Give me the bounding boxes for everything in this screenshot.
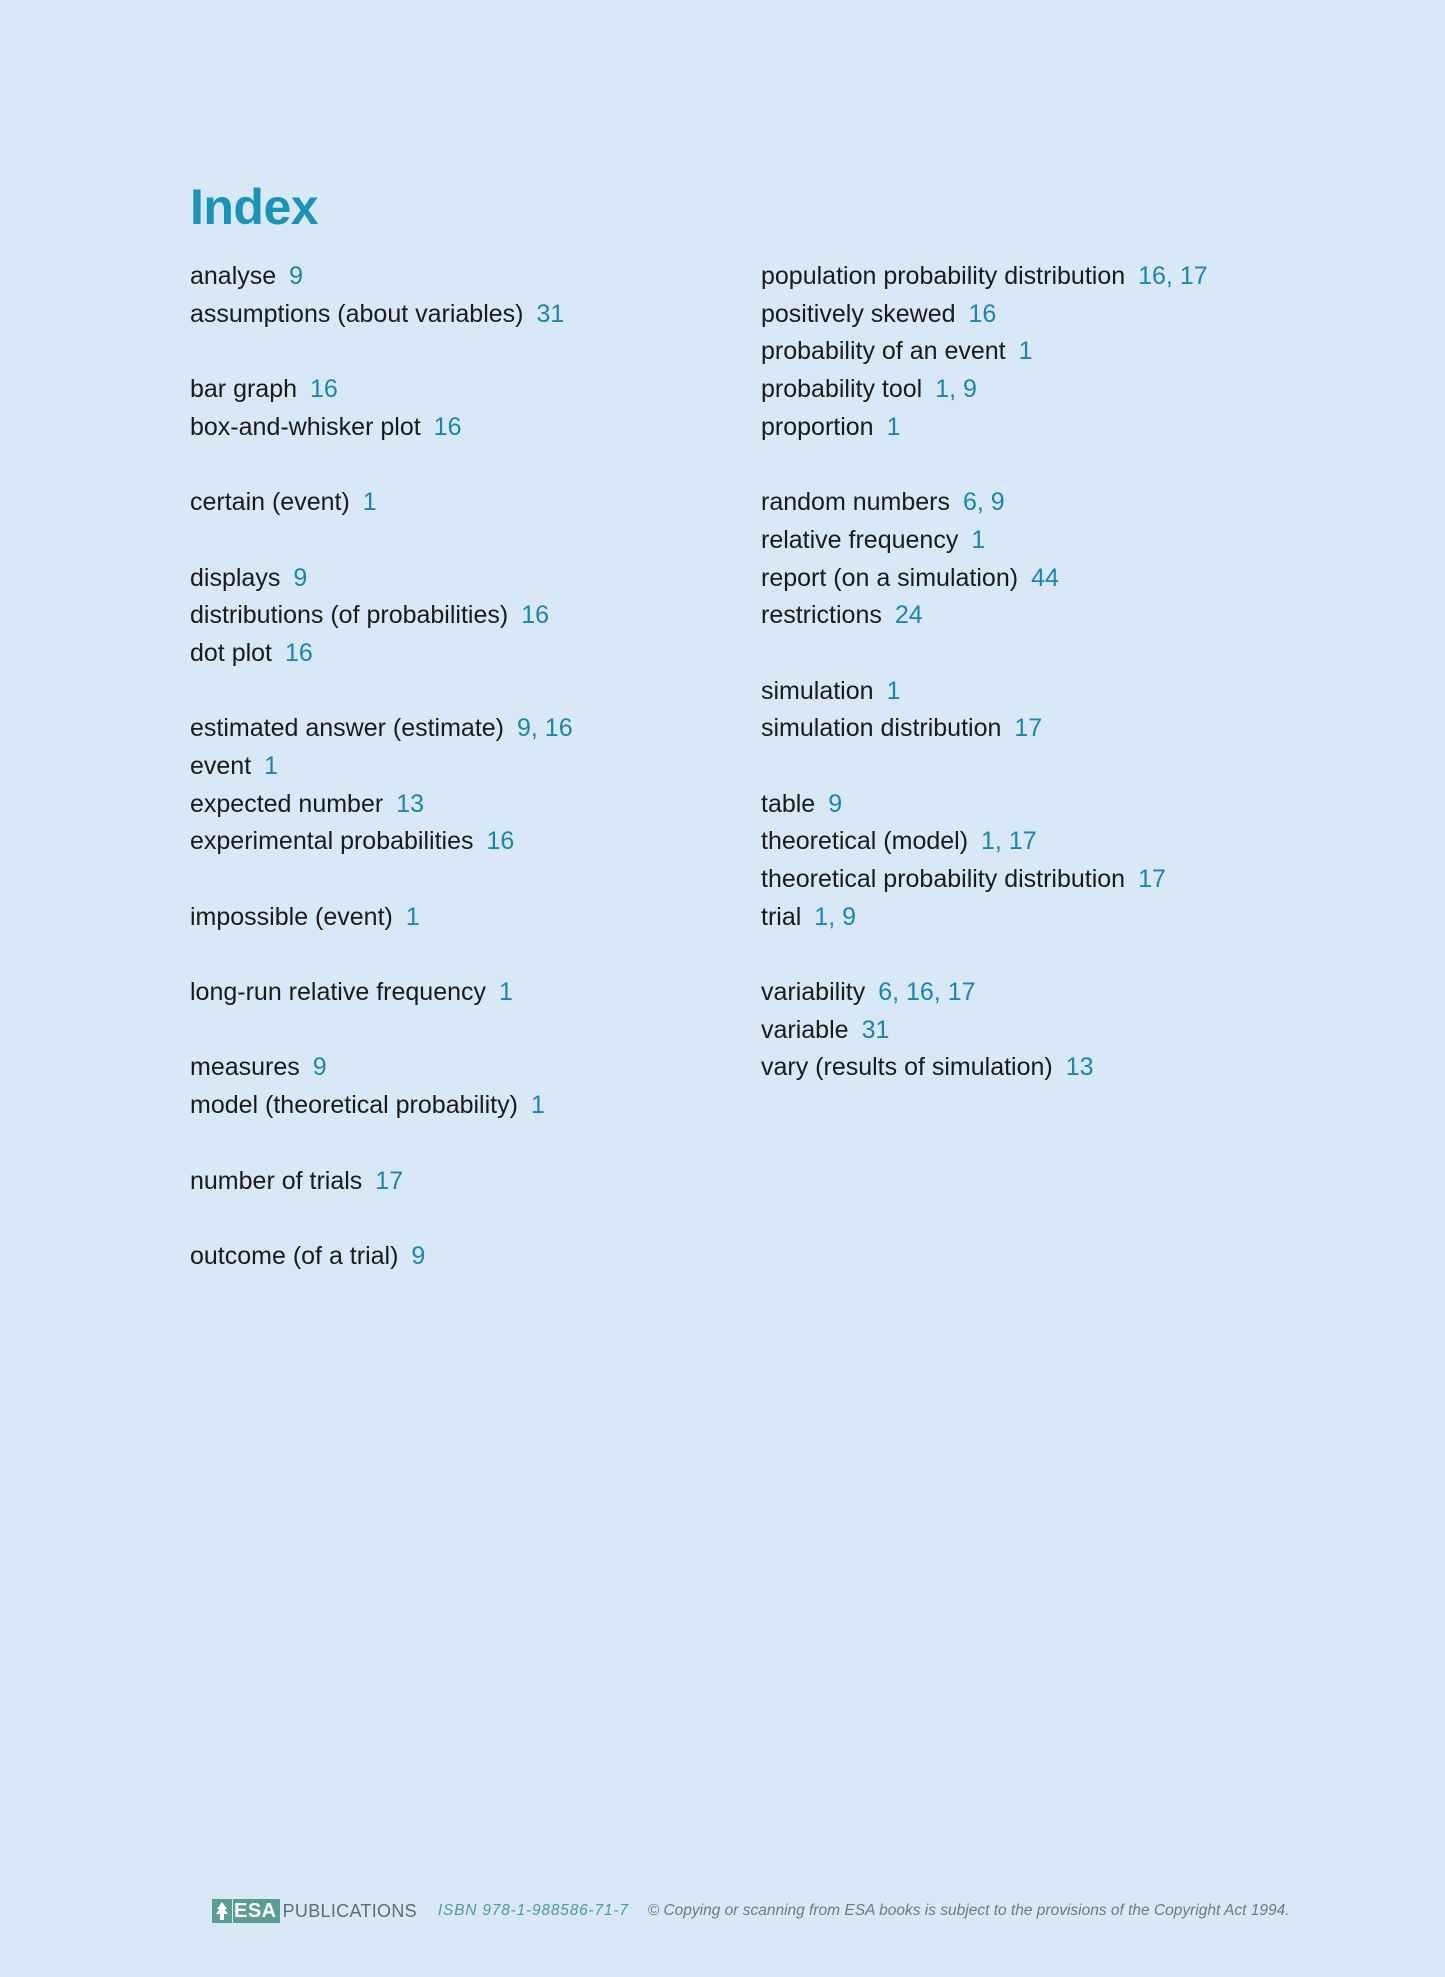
index-entry (190, 635, 750, 673)
index-group (190, 1163, 750, 1201)
index-group (761, 673, 1321, 748)
index-term: report (on a simulation) (761, 563, 1019, 592)
index-entry (761, 597, 1321, 635)
index-term: displays (190, 563, 281, 592)
index-term: certain (event) (190, 488, 350, 517)
index-entry (190, 484, 750, 522)
index-term: number of trials (190, 1166, 363, 1195)
index-entry (761, 823, 1321, 861)
index-entry (761, 484, 1321, 522)
page-title: Index (190, 179, 319, 235)
index-term: outcome (of a trial) (190, 1241, 399, 1270)
index-entry (761, 861, 1321, 899)
index-page-numbers: 16 (486, 827, 515, 856)
index-entry (761, 560, 1321, 598)
index-entry (190, 1049, 750, 1087)
index-entry (190, 710, 750, 748)
index-page-numbers: 1, 9 (814, 902, 856, 931)
index-page-numbers: 1 (362, 488, 377, 517)
index-group (190, 258, 750, 333)
footer (212, 1896, 1290, 1926)
index-page-numbers: 1 (405, 902, 420, 931)
index-column-right (761, 258, 1321, 1125)
logo-publications-text: PUBLICATIONS (282, 1900, 417, 1921)
copyright-notice: © Copying or scanning from ESA books is subject to the provisions of the Copyright Act 1994. (647, 1902, 1290, 1919)
index-term: population probability distribution (761, 262, 1126, 290)
index-entry (190, 1087, 750, 1125)
index-page-numbers: 1 (530, 1091, 545, 1120)
index-entry (761, 710, 1321, 748)
index-term: analyse (190, 262, 277, 290)
index-entry (761, 1012, 1321, 1050)
index-group (761, 484, 1321, 635)
index-group (190, 1049, 750, 1124)
index-entry (190, 258, 750, 296)
index-group (190, 560, 750, 673)
index-term: table (761, 789, 816, 818)
index-term: assumptions (about variables) (190, 299, 524, 328)
index-page-numbers: 9 (312, 1053, 327, 1082)
index-term: variable (761, 1015, 849, 1044)
index-page-numbers: 1, 9 (935, 375, 977, 404)
index-page-numbers: 1 (971, 525, 986, 554)
index-entry (190, 823, 750, 861)
tree-icon (212, 1899, 232, 1923)
index-term: restrictions (761, 601, 882, 630)
index-page-numbers: 9 (411, 1241, 426, 1270)
index-group (190, 371, 750, 446)
index-entry (761, 974, 1321, 1012)
index-term: positively skewed (761, 299, 956, 328)
index-entry (761, 409, 1321, 447)
index-page-numbers: 31 (861, 1015, 890, 1044)
index-entry (190, 560, 750, 598)
index-term: probability of an event (761, 337, 1006, 366)
index-term: dot plot (190, 638, 273, 667)
index-page-numbers: 24 (894, 601, 923, 630)
index-page-numbers: 16, 17 (1138, 262, 1208, 290)
index-entry (190, 597, 750, 635)
index-term: simulation distribution (761, 714, 1002, 743)
index-term: theoretical (model) (761, 827, 969, 856)
index-group (761, 786, 1321, 937)
index-entry (190, 974, 750, 1012)
index-page-numbers: 17 (1014, 714, 1043, 743)
index-page-numbers: 13 (1065, 1053, 1094, 1082)
index-entry (761, 333, 1321, 371)
index-entry (761, 371, 1321, 409)
index-page-numbers: 31 (536, 299, 565, 328)
index-group (761, 974, 1321, 1087)
index-entry (190, 409, 750, 447)
index-term: impossible (event) (190, 902, 393, 931)
index-page-numbers: 44 (1031, 563, 1059, 592)
index-page-numbers: 9, 16 (517, 714, 573, 743)
index-page-numbers: 17 (1138, 865, 1166, 893)
index-page-numbers: 1 (1018, 337, 1033, 366)
index-term: relative frequency (761, 525, 959, 554)
index-column-left (190, 258, 750, 1313)
index-term: trial (761, 902, 802, 931)
index-page-numbers: 1 (264, 751, 279, 780)
index-term: random numbers (761, 488, 950, 517)
index-term: bar graph (190, 375, 298, 404)
index-entry (761, 899, 1321, 937)
index-entry (190, 296, 750, 334)
index-entry (190, 1163, 750, 1201)
index-entry (190, 371, 750, 409)
index-page-numbers: 6, 9 (962, 488, 1005, 517)
index-page-numbers: 16 (968, 299, 997, 328)
index-term: vary (results of simulation) (761, 1053, 1053, 1082)
index-term: long-run relative frequency (190, 978, 486, 1007)
index-page-numbers: 16 (521, 601, 550, 630)
index-page-numbers: 16 (285, 638, 313, 667)
index-group (190, 710, 750, 861)
index-entry (761, 673, 1321, 711)
index-page-numbers: 1 (886, 676, 901, 705)
index-entry (761, 296, 1321, 334)
index-term: variability (761, 978, 866, 1007)
index-page-numbers: 9 (289, 262, 304, 290)
index-term: measures (190, 1053, 300, 1082)
index-term: proportion (761, 412, 874, 441)
index-entry (190, 786, 750, 824)
index-group (190, 974, 750, 1012)
index-term: estimated answer (estimate) (190, 714, 505, 743)
index-entry (190, 748, 750, 786)
index-term: box-and-whisker plot (190, 412, 421, 441)
index-term: simulation (761, 676, 874, 705)
index-entry (190, 899, 750, 937)
index-page-numbers: 9 (293, 563, 308, 592)
index-page-numbers: 1 (886, 412, 901, 441)
index-page-numbers: 1, 17 (981, 827, 1037, 856)
index-entry (761, 258, 1321, 296)
index-page-numbers: 16 (433, 412, 462, 441)
index-term: probability tool (761, 375, 923, 404)
index-page-numbers: 13 (396, 789, 424, 818)
index-page-numbers: 9 (828, 789, 843, 818)
index-term: event (190, 751, 252, 780)
isbn: ISBN 978-1-988586-71-7 (437, 1902, 629, 1919)
index-term: expected number (190, 789, 384, 818)
index-term: theoretical probability distribution (761, 865, 1126, 893)
index-group (190, 899, 750, 937)
index-page-numbers: 1 (499, 978, 513, 1007)
index-group (761, 258, 1321, 446)
index-group (190, 1238, 750, 1276)
index-page-numbers: 16 (310, 375, 338, 404)
index-entry (761, 522, 1321, 560)
index-entry (761, 1049, 1321, 1087)
index-term: experimental probabilities (190, 827, 474, 856)
index-term: model (theoretical probability) (190, 1091, 518, 1120)
index-page-numbers: 17 (375, 1166, 404, 1195)
index-page-numbers: 6, 16, 17 (878, 978, 976, 1007)
index-group (190, 484, 750, 522)
index-term: distributions (of probabilities) (190, 601, 509, 630)
logo-esa-text: ESA (233, 1899, 280, 1923)
index-entry (190, 1238, 750, 1276)
publisher-logo (212, 1899, 417, 1923)
index-entry (761, 786, 1321, 824)
